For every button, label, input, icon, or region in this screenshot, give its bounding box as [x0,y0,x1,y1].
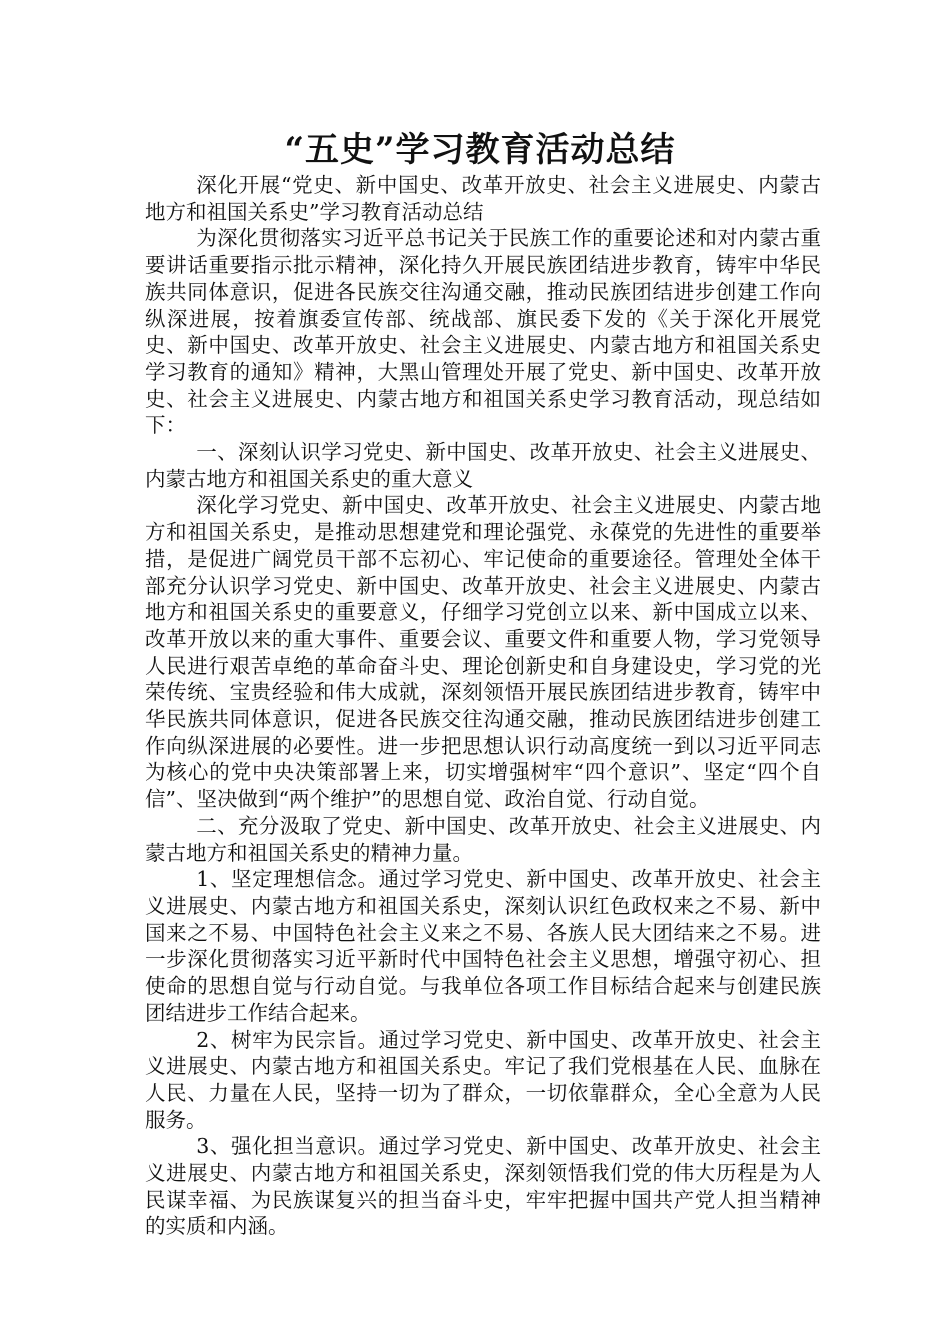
paragraph-section-1: 深化学习党史、新中国史、改革开放史、社会主义进展史、内蒙古地方和祖国关系史，是推动思想建党和理论强党、永葆党的先进性的重要举措，是促进广阔党员干部不忘初心、牢记使命的重要途径。管理处全体干部充分认识学习党史、新中国史、改革开放史、社会主义进展史、内蒙古地方和祖国关系史的重要意义，仔细学习党创立以来、新中国成立以来、改革开放以来的重大事件、重要会议、重要文件和重要人物，学习党领导人民进行艰苦卓绝的革命奋斗史、理论创新史和自身建设史，学习党的光荣传统、宝贵经验和伟大成就，深刻领悟开展民族团结进步教育，铸牢中华民族共同体意识，促进各民族交往沟通交融，推动民族团结进步创建工作向纵深进展的必要性。进一步把思想认识行动高度统一到以习近平同志为核心的党中央决策部署上来，切实增强树牢“四个意识”、坚定“四个自信”、坚决做到“两个维护”的思想自觉、政治自觉、行动自觉。 [145,493,821,812]
section-heading-1: 一、深刻认识学习党史、新中国史、改革开放史、社会主义进展史、内蒙古地方和祖国关系史的重大意义 [145,440,821,491]
paragraph-item-3: 3、强化担当意识。通过学习党史、新中国史、改革开放史、社会主义进展史、内蒙古地方和祖国关系史，深刻领悟我们党的伟大历程是为人民谋幸福、为民族谋复兴的担当奋斗史，牢牢把握中国共产党人担当精神的实质和内涵。 [145,1134,821,1239]
document-body [145,172,821,1240]
section-heading-2: 二、充分汲取了党史、新中国史、改革开放史、社会主义进展史、内蒙古地方和祖国关系史的精神力量。 [145,813,821,865]
document-title: “五史”学习教育活动总结 [284,130,676,170]
paragraph-intro: 为深化贯彻落实习近平总书记关于民族工作的重要论述和对内蒙古重要讲话重要指示批示精神，深化持久开展民族团结进步教育，铸牢中华民族共同体意识，促进各民族交往沟通交融，推动民族团结进步创建工作向纵深进展，按着旗委宣传部、统战部、旗民委下发的《关于深化开展党史、新中国史、改革开放史、社会主义进展史、内蒙古地方和祖国关系史学习教育的通知》精神，大黑山管理处开展了党史、新中国史、改革开放史、社会主义进展史、内蒙古地方和祖国关系史学习教育活动，现总结如下： [145,226,821,438]
paragraph-item-1: 1、坚定理想信念。通过学习党史、新中国史、改革开放史、社会主义进展史、内蒙古地方和祖国关系史，深刻认识红色政权来之不易、新中国来之不易、中国特色社会主义来之不易、各族人民大团结来之不易。进一步深化贯彻落实习近平新时代中国特色社会主义思想，增强守初心、担使命的思想自觉与行动自觉。与我单位各项工作目标结合起来与创建民族团结进步工作结合起来。 [145,867,821,1025]
paragraph-item-2: 2、树牢为民宗旨。通过学习党史、新中国史、改革开放史、社会主义进展史、内蒙古地方和祖国关系史。牢记了我们党根基在人民、血脉在人民、力量在人民，坚持一切为了群众，一切依靠群众，全心全意为人民服务。 [145,1027,821,1132]
paragraph-subtitle: 深化开展“党史、新中国史、改革开放史、社会主义进展史、内蒙古地方和祖国关系史”学习教育活动总结 [145,173,821,224]
